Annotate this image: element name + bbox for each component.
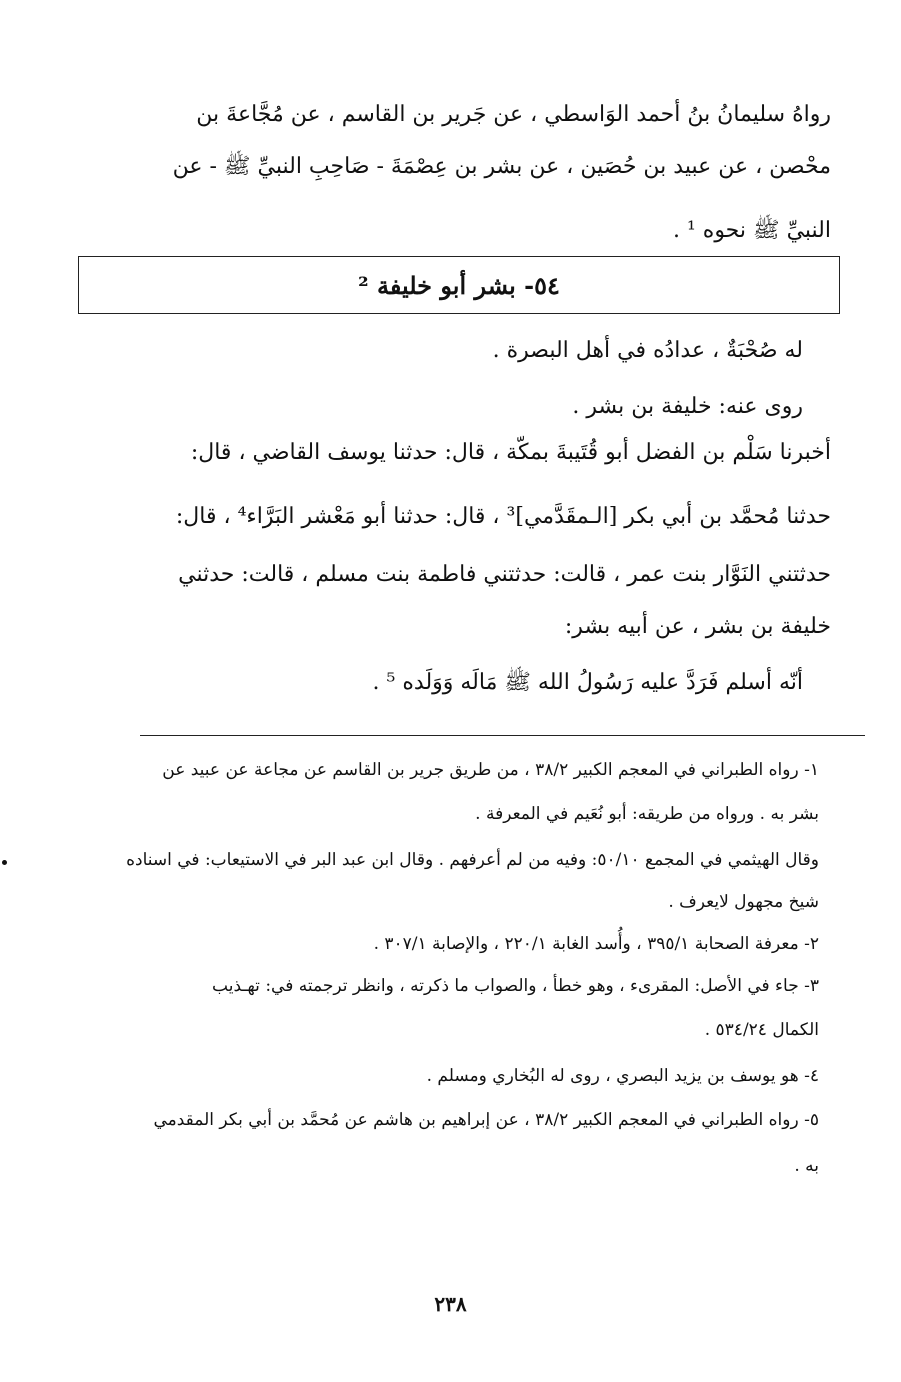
top-text-line-3: النبيِّ ﷺ نحوه ¹ .: [672, 218, 831, 243]
body-line-6: خليفة بن بشر ، عن أبيه بشر:: [564, 614, 831, 639]
footnote-1-line-4: شيخ مجهول لايعرف .: [668, 892, 819, 912]
top-text-line-1: رواهُ سليمانُ بنُ أحمد الوَاسطي ، عن جَرير بن القاسم ، عن مُجَّاعةَ بن: [196, 102, 831, 127]
body-line-3: أخبرنا سَلْم بن الفضل أبو قُتَيبةَ بمكّة ، قال: حدثنا يوسف القاضي ، قال:: [190, 440, 831, 465]
entry-heading: ٥٤- بشر أبو خليفة ²: [358, 270, 560, 300]
footnote-3-line-2: الكمال ٥٣٤/٢٤ .: [704, 1020, 819, 1040]
footnote-5-line-1: ٥- رواه الطبراني في المعجم الكبير ٣٨/٢ ، عن إبراهيم بن هاشم عن مُحمَّد بن أبي بكر المقدمي: [153, 1110, 819, 1130]
footnote-1-line-1: ١- رواه الطبراني في المعجم الكبير ٣٨/٢ ، من طريق جرير بن القاسم عن مجاعة عن عبيد عن: [162, 760, 819, 780]
footnote-3-line-1: ٣- جاء في الأصل: المقرىء ، وهو خطأ ، والصواب ما ذكرته ، وانظر ترجمته في: تهـذيب: [212, 976, 819, 996]
footnote-1-line-3: وقال الهيثمي في المجمع ٥٠/١٠: وفيه من لم أعرفهم . وقال ابن عبد البر في الاستيعاب: في اسناده: [126, 850, 819, 870]
footnote-2: ٢- معرفة الصحابة ٣٩٥/١ ، وأُسد الغابة ٢٢٠/١ ، والإصابة ٣٠٧/١ .: [373, 934, 819, 954]
top-text-line-2: محْصن ، عن عبيد بن حُصَين ، عن بشر بن عِصْمَةَ - صَاحِبِ النبيِّ ﷺ - عن: [172, 154, 831, 179]
footnote-5-line-2: به .: [794, 1156, 819, 1176]
footnote-4: ٤- هو يوسف بن يزيد البصري ، روى له البُخاري ومسلم .: [426, 1066, 819, 1086]
body-line-2: روى عنه: خليفة بن بشر .: [572, 394, 803, 419]
entry-heading-box: [78, 256, 840, 314]
page-number: ٢٣٨: [434, 1292, 467, 1316]
footnote-separator: [140, 735, 865, 736]
margin-dot: [2, 860, 7, 865]
footnote-1-line-2: بشر به . ورواه من طريقه: أبو نُعَيم في المعرفة .: [475, 804, 819, 824]
body-line-5: حدثتني النَوَّار بنت عمر ، قالت: حدثتني فاطمة بنت مسلم ، قالت: حدثني: [178, 562, 831, 587]
body-line-1: له صُحْبَةٌ ، عدادُه في أهل البصرة .: [492, 338, 803, 363]
body-line-7: أنّه أسلم فَرَدَّ عليه رَسُولُ الله ﷺ مَالَه وَوَلَده ⁵ .: [372, 670, 803, 695]
body-line-4: حدثنا مُحمَّد بن أبي بكر [الـمقَدَّمي]³ ، قال: حدثنا أبو مَعْشر البَرَّاء⁴ ، قال:: [175, 504, 831, 529]
